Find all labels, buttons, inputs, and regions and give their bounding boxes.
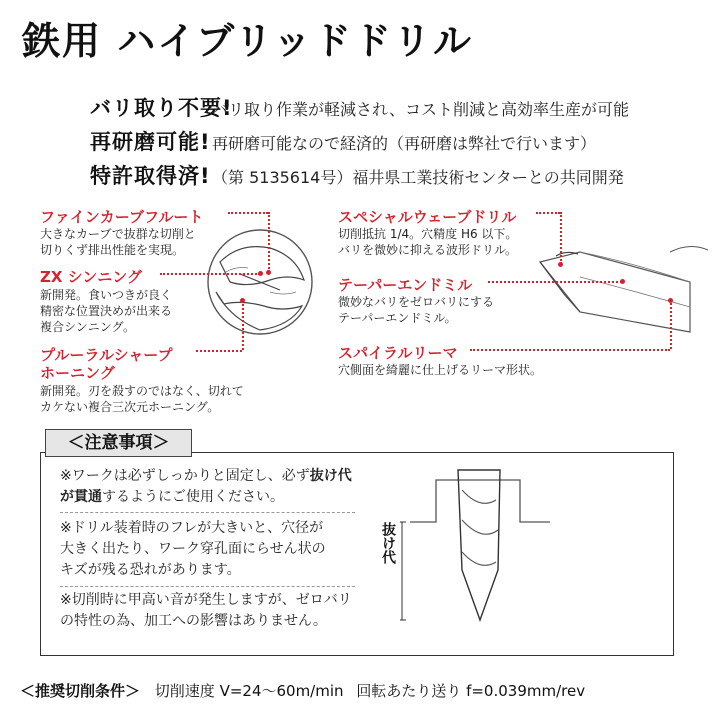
- page-title: 鉄用 ハイブリッドドリル: [22, 19, 474, 63]
- callout-dot: [266, 270, 271, 275]
- callout-special-wave-text: 切削抵抗 1/4。穴精度 H6 以下。 バリを微妙に抑える波形ドリル。: [338, 227, 518, 257]
- conditions-speed: 切削速度 V=24～60m/min: [154, 682, 344, 700]
- feature-label-no-deburr: バリ取り不要!: [90, 96, 233, 120]
- callout-dot: [620, 279, 625, 284]
- breakthrough-label-text: 抜け代: [380, 522, 396, 564]
- feature-text-patent: （第 5135614号）福井県工業技術センターとの共同開発: [212, 168, 624, 187]
- breakthrough-diagram: [400, 460, 560, 630]
- caution-note-fixing: ※ワークは必ずしっかりと固定し、必ず抜け代 が貫通するようにご使用ください。: [60, 468, 352, 505]
- callout-dot: [558, 262, 563, 267]
- leader-line: [268, 212, 270, 272]
- leader-line: [470, 349, 670, 351]
- callout-dot: [240, 298, 245, 303]
- callout-spiral-reamer-text: 穴側面を綺麗に仕上げるリーマ形状。: [338, 363, 543, 377]
- conditions-feed: 回転あたり送り f=0.039mm/rev: [356, 682, 586, 700]
- leader-line: [196, 350, 242, 352]
- callout-plural-sharp-head2: ホーニング: [40, 364, 115, 382]
- recommended-conditions: [20, 680, 585, 701]
- leader-line: [242, 300, 244, 350]
- leader-line: [560, 212, 562, 264]
- feature-label-patent: 特許取得済!: [90, 164, 211, 188]
- leader-line: [488, 281, 622, 283]
- leader-line: [160, 273, 260, 275]
- caution-note-runout: ※ドリル装着時のフレが大きいと、穴径が 大きく出たり、ワーク穿孔面にらせん状の キズが残る恐れがあります。: [60, 520, 326, 578]
- caution-note-noise: ※切削時に甲高い音が発生しますが、ゼロバリ の特性の為、加工への影響はありません。: [60, 592, 352, 629]
- callout-fine-curve-flute-text: 大きなカーブで抜群な切削と 切りくず排出性能を実現。: [40, 227, 196, 257]
- callout-zx-thinning-text: 新開発。食いつきが良く 精密な位置決めが出来る 複合シンニング。: [40, 288, 173, 334]
- drill-tip-illustration: [200, 222, 320, 342]
- callout-zx-thinning-head: ZX シンニング: [40, 268, 142, 286]
- callout-dot: [668, 298, 673, 303]
- feature-text-no-deburr: バリ取り作業が軽減され、コスト削減と高効率生産が可能: [212, 100, 629, 119]
- callout-fine-curve-flute-head: ファインカーブフルート: [40, 208, 204, 226]
- leader-line: [536, 212, 560, 214]
- callout-special-wave-head: スペシャルウェーブドリル: [338, 208, 517, 226]
- note-divider: [60, 512, 355, 513]
- conditions-head: ＜推奨切削条件＞: [20, 682, 141, 700]
- callout-taper-endmill-text: 微妙なバリをゼロバリにする テーパーエンドミル。: [338, 295, 495, 325]
- leader-line: [670, 300, 672, 349]
- feature-label-regrind: 再研磨可能!: [90, 130, 211, 154]
- callout-plural-sharp-head: プルーラルシャープ: [40, 346, 173, 364]
- caution-tag: ＜注意事項＞: [45, 429, 192, 457]
- leader-line: [228, 212, 268, 214]
- breakthrough-label: [378, 522, 398, 568]
- note-divider: [60, 586, 355, 587]
- callout-spiral-reamer-head: スパイラルリーマ: [338, 344, 458, 362]
- feature-text-regrind: 再研磨可能なので経済的（再研磨は弊社で行います）: [212, 134, 597, 153]
- callout-taper-endmill-head: テーパーエンドミル: [338, 276, 473, 294]
- callout-plural-sharp-text: 新開発。刃を殺すのではなく、切れて カケない複合三次元ホーニング。: [40, 384, 244, 414]
- callout-dot: [258, 271, 263, 276]
